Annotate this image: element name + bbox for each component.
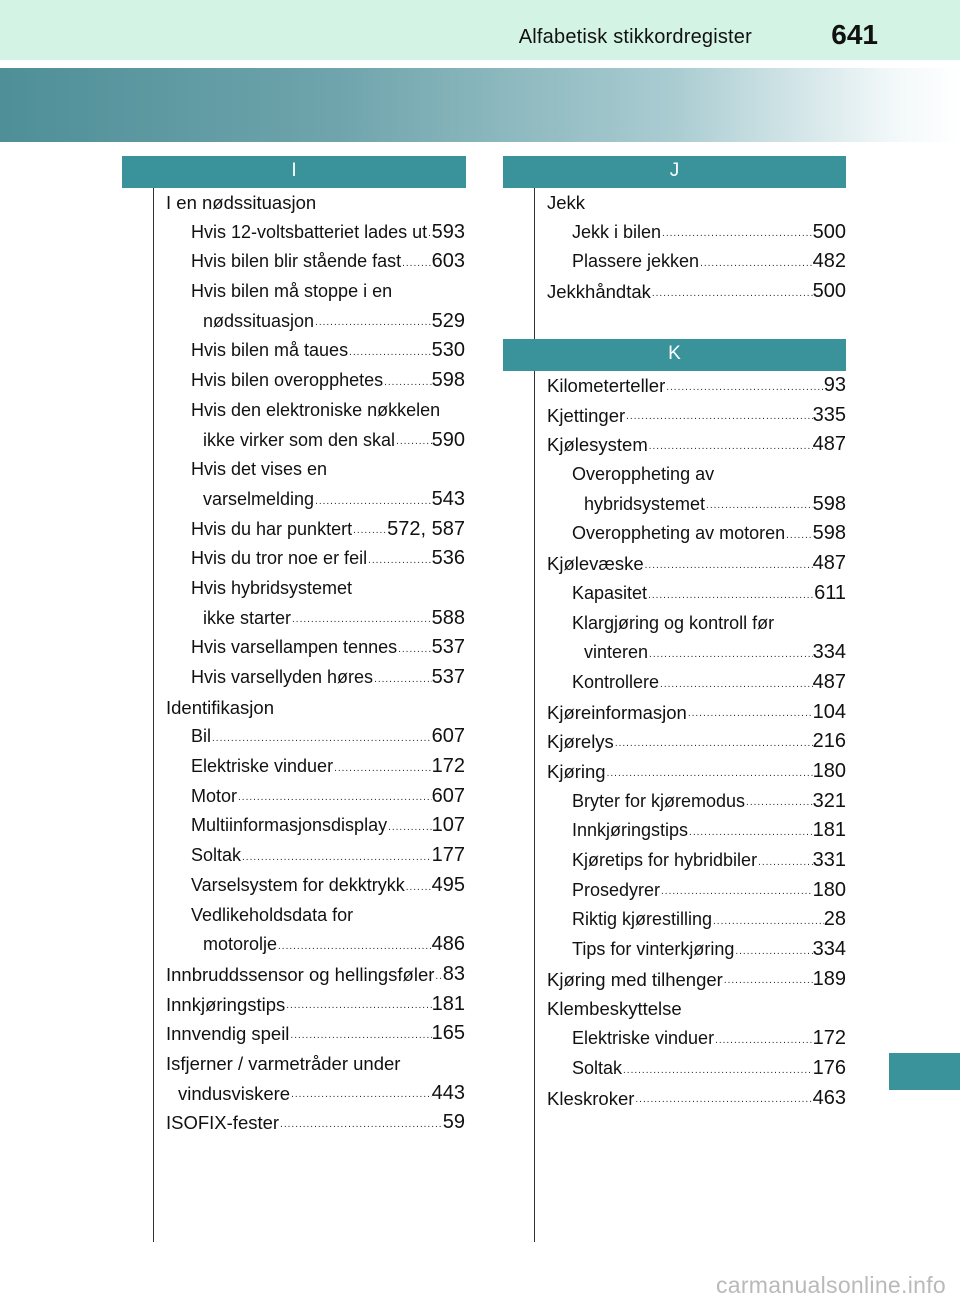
index-column-k: [547, 371, 846, 1113]
index-entry[interactable]: Overoppheting av: [572, 464, 715, 485]
index-entry[interactable]: Kilometerteller ..... 93: [547, 371, 846, 401]
index-entry[interactable]: Hvis det vises en: [191, 459, 328, 480]
index-entry[interactable]: Hvis bilen må stoppe i en: [191, 281, 393, 302]
index-entry[interactable]: ikke starter ..... 588: [166, 604, 465, 634]
index-entry[interactable]: ISOFIX-fester ..... 59: [166, 1108, 465, 1138]
decorative-banner: [0, 68, 960, 142]
index-entry[interactable]: Isfjerner / varmetråder under: [166, 1052, 401, 1074]
index-entry[interactable]: vindusviskere ..... 443: [166, 1079, 465, 1109]
index-entry[interactable]: Kjettinger ..... 335: [547, 401, 846, 431]
index-entry[interactable]: Elektriske vinduer ..... 172: [166, 752, 465, 782]
index-entry[interactable]: Kjøring med tilhenger ..... 189: [547, 965, 846, 995]
index-entry[interactable]: Kjørelys ..... 216: [547, 727, 846, 757]
index-entry[interactable]: Bil ..... 607: [166, 722, 465, 752]
index-entry[interactable]: Tips for vinterkjøring ..... 334: [547, 935, 846, 965]
index-entry[interactable]: Plassere jekken ..... 482: [547, 247, 846, 277]
header-band: [0, 0, 960, 60]
index-entry[interactable]: Kontrollere ..... 487: [547, 668, 846, 698]
index-entry[interactable]: Soltak ..... 177: [166, 841, 465, 871]
index-entry[interactable]: Hvis varsellampen tennes ..... 537: [166, 633, 465, 663]
index-entry[interactable]: nødssituasjon ..... 529: [166, 307, 465, 337]
index-entry[interactable]: Bryter for kjøremodus ..... 321: [547, 787, 846, 817]
index-entry[interactable]: Kjølesystem ..... 487: [547, 430, 846, 460]
index-column-i: [166, 188, 465, 1138]
index-entry[interactable]: Kjøretips for hybridbiler ..... 331: [547, 846, 846, 876]
index-entry[interactable]: varselmelding ..... 543: [166, 485, 465, 515]
index-entry[interactable]: ikke virker som den skal ..... 590: [166, 426, 465, 456]
index-entry[interactable]: Motor ..... 607: [166, 782, 465, 812]
index-entry[interactable]: Kleskroker ..... 463: [547, 1084, 846, 1114]
index-entry[interactable]: motorolje ..... 486: [166, 930, 465, 960]
section-header-i: I: [122, 156, 466, 188]
index-entry[interactable]: Hvis bilen overopphetes ..... 598: [166, 366, 465, 396]
watermark: carmanualsonline.info: [715, 1272, 946, 1298]
left-column-rule: [153, 188, 154, 1242]
index-entry[interactable]: Hvis hybridsystemet: [191, 577, 353, 598]
index-entry[interactable]: Hvis bilen blir stående fast ..... 603: [166, 247, 465, 277]
index-thumb-tab: [889, 1053, 960, 1090]
index-entry[interactable]: Klembeskyttelse: [547, 998, 682, 1020]
index-entry[interactable]: Elektriske vinduer ..... 172: [547, 1024, 846, 1054]
index-entry[interactable]: Varselsystem for dekktrykk ..... 495: [166, 871, 465, 901]
index-entry[interactable]: Hvis 12-voltsbatteriet lades ut ..... 593: [166, 218, 465, 248]
index-entry[interactable]: Hvis bilen må taues ..... 530: [166, 336, 465, 366]
index-entry[interactable]: Klargjøring og kontroll før: [572, 612, 775, 633]
index-entry[interactable]: Innkjøringstips ..... 181: [547, 816, 846, 846]
index-entry[interactable]: Innbruddssensor og hellingsføler ..... 83: [166, 960, 465, 990]
index-entry[interactable]: Hvis du tror noe er feil ..... 536: [166, 544, 465, 574]
section-header-k: K: [503, 339, 846, 371]
index-entry[interactable]: Jekkhåndtak ..... 500: [547, 277, 846, 307]
section-header-j: J: [503, 156, 846, 188]
index-entry[interactable]: vinteren ..... 334: [547, 638, 846, 668]
index-entry[interactable]: Kjøring ..... 180: [547, 757, 846, 787]
index-entry[interactable]: Soltak ..... 176: [547, 1054, 846, 1084]
index-column-j: [547, 188, 846, 307]
index-entry[interactable]: Prosedyrer ..... 180: [547, 876, 846, 906]
page-number: 641: [831, 19, 878, 50]
index-entry[interactable]: I en nødssituasjon: [166, 192, 317, 213]
index-entry[interactable]: hybridsystemet ..... 598: [547, 490, 846, 520]
index-entry[interactable]: Hvis varsellyden høres ..... 537: [166, 663, 465, 693]
index-entry[interactable]: Identifikasjon: [166, 696, 274, 718]
index-entry[interactable]: Multiinformasjonsdisplay ..... 107: [166, 811, 465, 841]
index-entry[interactable]: Kjølevæske ..... 487: [547, 549, 846, 579]
index-entry[interactable]: Jekk: [547, 192, 586, 213]
index-entry[interactable]: Riktig kjørestilling ..... 28: [547, 905, 846, 935]
index-entry[interactable]: Jekk i bilen ..... 500: [547, 218, 846, 248]
index-entry[interactable]: Hvis du har punktert ..... 572, 587: [166, 515, 465, 545]
index-entry[interactable]: Innvendig speil ..... 165: [166, 1019, 465, 1049]
index-entry[interactable]: Kapasitet ..... 611: [547, 579, 846, 609]
index-entry[interactable]: Kjøreinformasjon ..... 104: [547, 698, 846, 728]
index-entry[interactable]: Hvis den elektroniske nøkkelen: [191, 399, 441, 420]
index-entry[interactable]: Vedlikeholdsdata for: [191, 904, 354, 925]
index-entry[interactable]: Innkjøringstips ..... 181: [166, 990, 465, 1020]
index-entry[interactable]: Overoppheting av motoren ..... 598: [547, 519, 846, 549]
page-title: Alfabetisk stikkordregister: [518, 26, 752, 48]
